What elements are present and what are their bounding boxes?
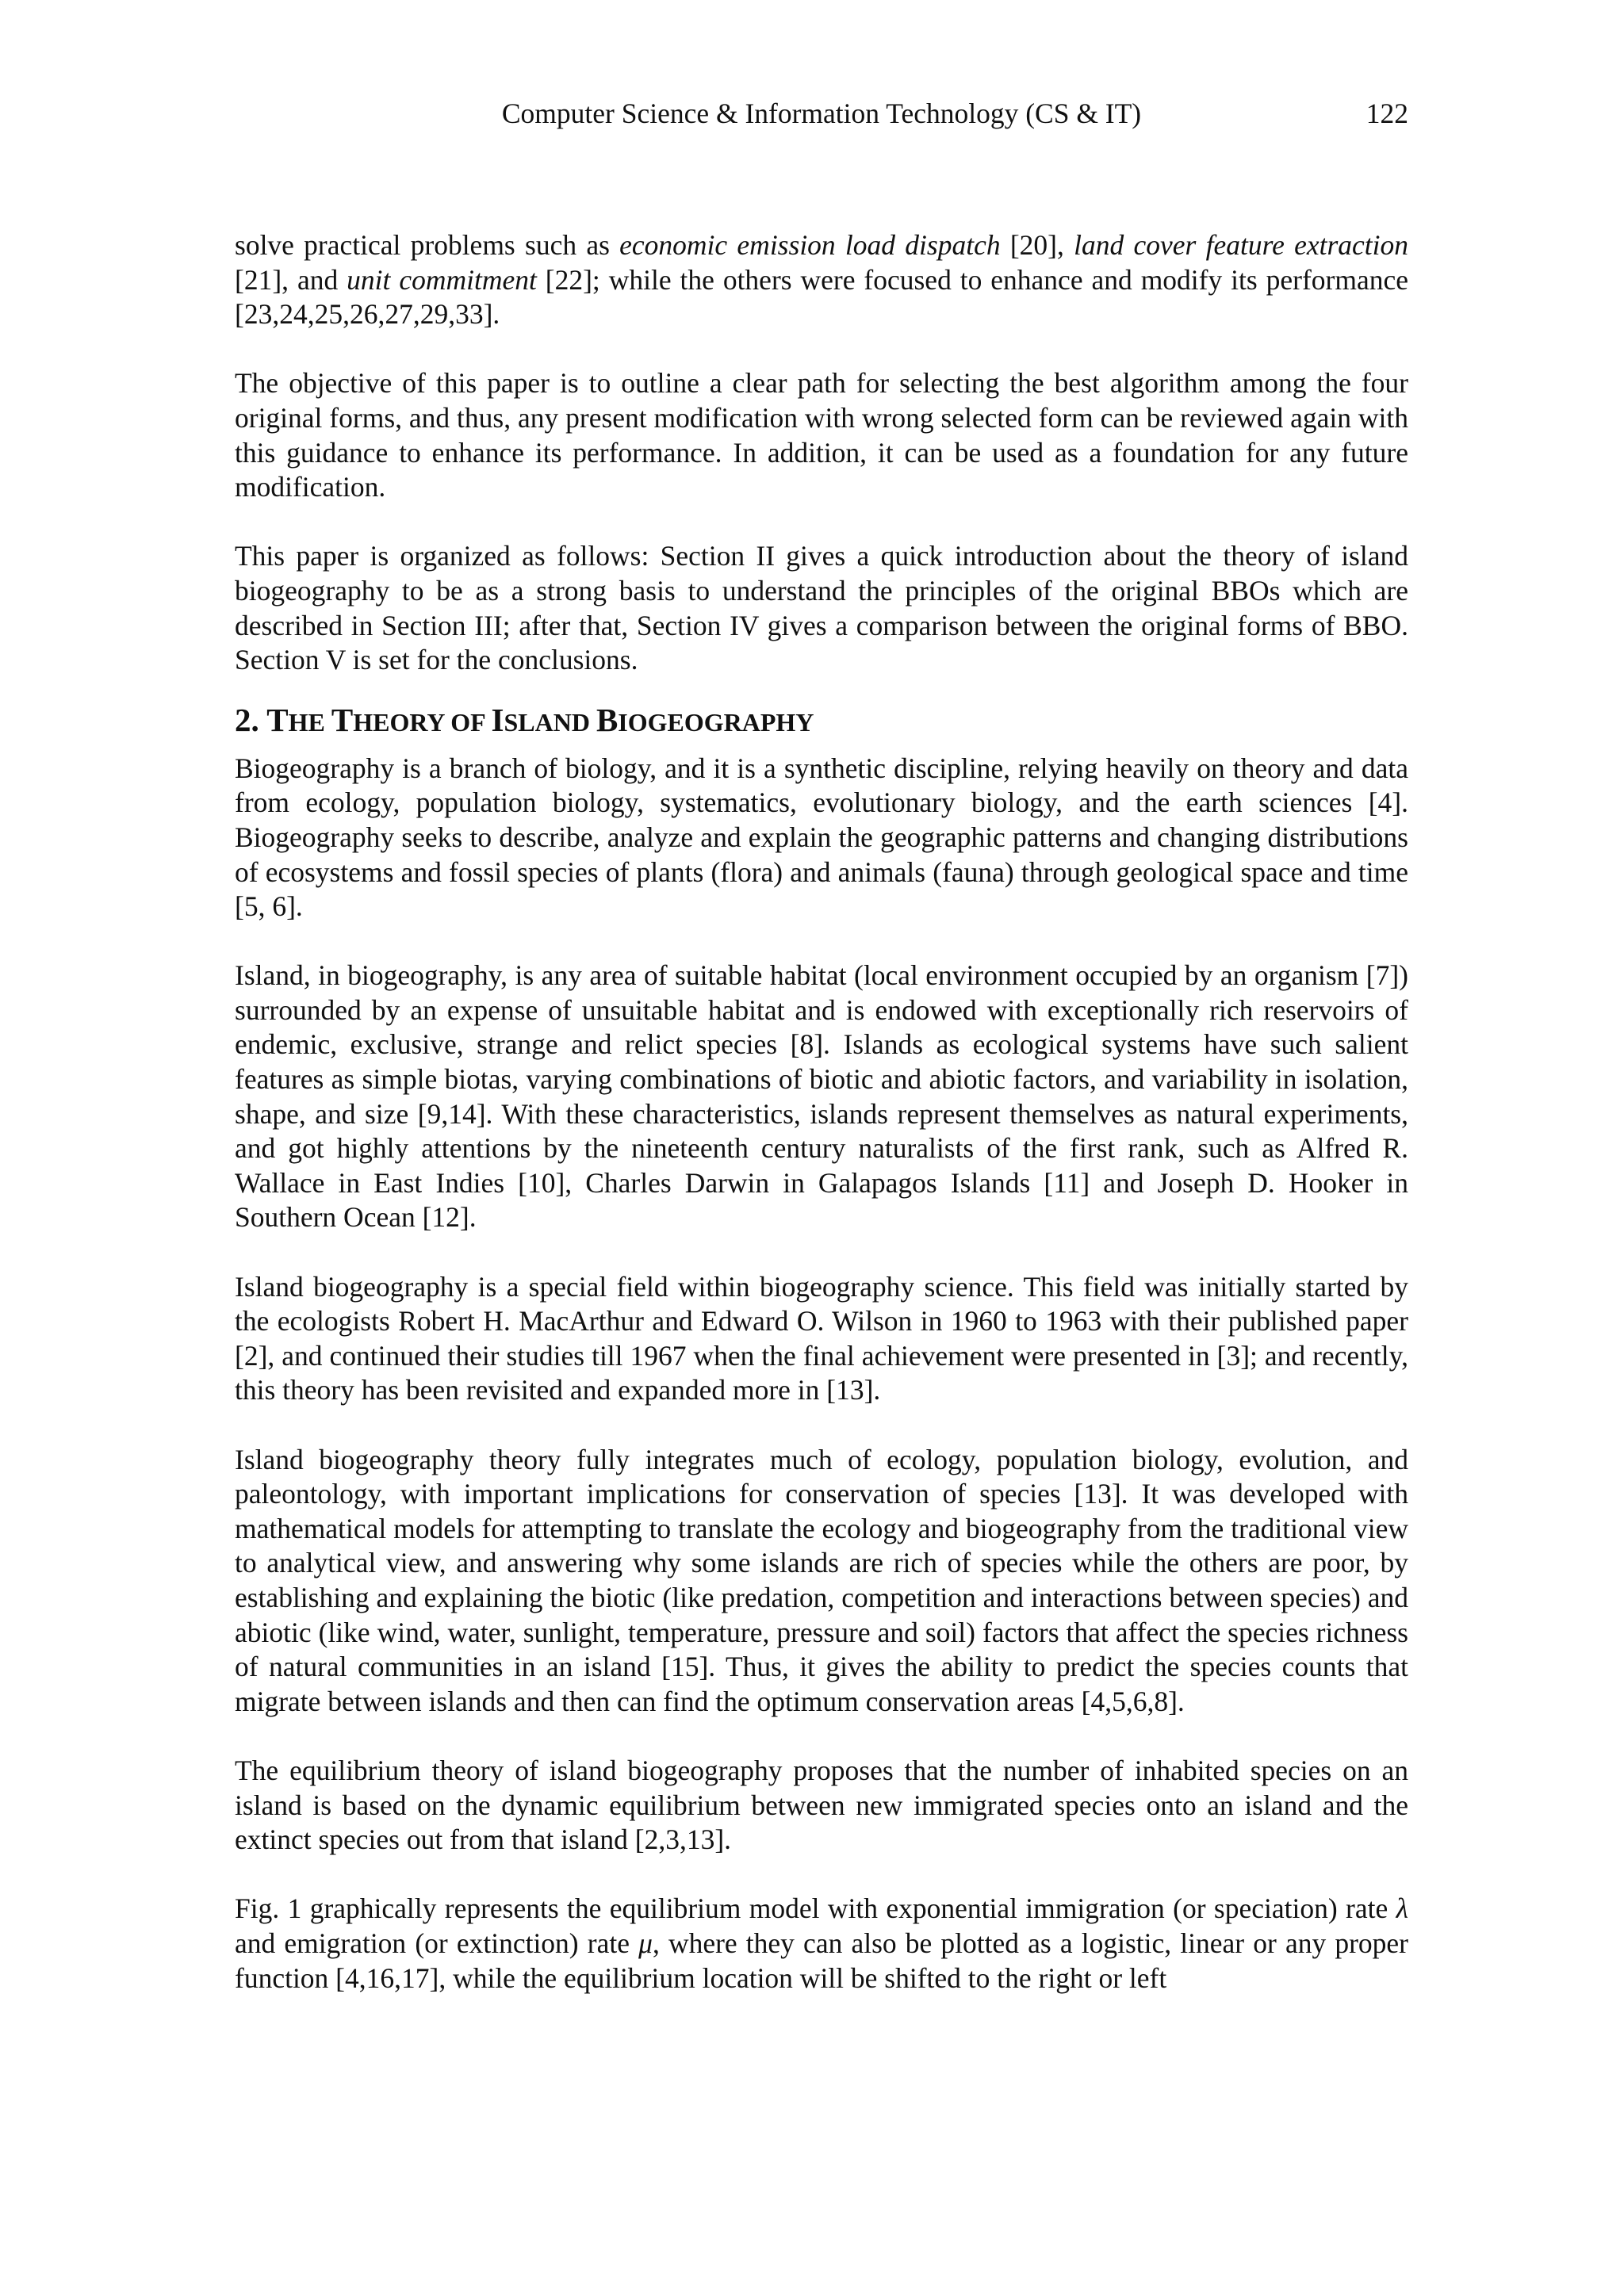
italic-term: unit commitment: [347, 263, 537, 296]
text-run: , where they can also be plotted as a logistic, linear or any proper function [4,16,17], while the equilibrium location will be shifted to the right or left: [235, 1927, 1408, 1994]
paragraph-6: Island biogeography is a special field within biogeography science. This field was initially started by the ecologists Robert H. MacArthur and Edward O. Wilson in 1960 to 1963 with their published paper [2], and continued their studies till 1967 when the final achievement were presented in [3]; and recently, this theory has been revisited and expanded more in [13].: [235, 1270, 1408, 1406]
italic-term: economic emission load dispatch: [619, 229, 1001, 261]
paragraph-9: [235, 1892, 1408, 1996]
paragraph-2: The objective of this paper is to outline a clear path for selecting the best algorithm among the four original forms, and thus, any present modification with wrong selected form can be reviewed again with this guidance to enhance its performance. In addition, it can be used as a foundation for any future modification.: [235, 367, 1408, 503]
heading-smallcaps: SLAND: [504, 707, 596, 737]
paragraph-4: Biogeography is a branch of biology, and it is a synthetic discipline, relying heavily on theory and data from ecology, population biology, systematics, evolutionary biology, and the earth sciences [4]. Biogeography seeks to describe, analyze and explain the geographic patterns and changing distributions of ecosystems and fossil species of plants (flora) and animals (fauna) through geological space and time [5, 6].: [235, 752, 1408, 923]
text-run: and emigration (or extinction) rate: [235, 1927, 639, 1959]
body-text: [235, 228, 1408, 2030]
text-run: Fig. 1 graphically represents the equilibrium model with exponential immigration (or speciation) rate: [235, 1892, 1396, 1925]
heading-cap: T: [266, 701, 289, 738]
text-run: [21], and: [235, 263, 347, 296]
text-run: [20],: [1000, 229, 1074, 261]
heading-smallcaps: HE: [288, 707, 331, 737]
journal-title: Computer Science & Information Technology (CS & IT): [501, 98, 1142, 129]
section-number: 2.: [235, 701, 267, 738]
italic-term: land cover feature extraction: [1074, 229, 1409, 261]
heading-cap: I: [491, 701, 504, 738]
heading-smallcaps: IOGEOGRAPHY: [618, 707, 814, 737]
heading-cap: T: [331, 701, 354, 738]
heading-smallcaps: HEORY OF: [353, 707, 492, 737]
text-run: [22]; while the others were focused to enhance and modify its performance [23,24,25,26,27,29,33].: [235, 263, 1409, 331]
heading-cap: B: [596, 701, 619, 738]
mu-symbol: μ: [638, 1927, 653, 1959]
lambda-symbol: λ: [1396, 1892, 1408, 1925]
paragraph-1: [235, 228, 1408, 332]
paragraph-8: The equilibrium theory of island biogeography proposes that the number of inhabited species on an island is based on the dynamic equilibrium between new immigrated species onto an island and the extinct species out from that island [2,3,13].: [235, 1754, 1408, 1856]
text-run: solve practical problems such as: [235, 229, 620, 261]
paragraph-3: This paper is organized as follows: Section II gives a quick introduction about the theory of island biogeography to be as a strong basis to understand the principles of the original BBOs which are described in Section III; after that, Section IV gives a comparison between the original forms of BBO. Section V is set for the conclusions.: [235, 540, 1408, 676]
section-heading: [235, 700, 1408, 742]
paragraph-5: Island, in biogeography, is any area of suitable habitat (local environment occupied by an organism [7]) surrounded by an expense of unsuitable habitat and is endowed with exceptionally rich reservoirs of endemic, exclusive, strange and relict species [8]. Islands as ecological systems have such salient features as simple biotas, varying combinations of biotic and abiotic factors, and variability in isolation, shape, and size [9,14]. With these characteristics, islands represent themselves as natural experiments, and got highly attentions by the nineteenth century naturalists of the first rank, such as Alfred R. Wallace in East Indies [10], Charles Darwin in Galapagos Islands [11] and Joseph D. Hooker in Southern Ocean [12].: [235, 959, 1408, 1234]
paragraph-7: Island biogeography theory fully integrates much of ecology, population biology, evolution, and paleontology, with important implications for conservation of species [13]. It was developed with mathematical models for attempting to translate the ecology and biogeography from the traditional view to analytical view, and answering why some islands are rich of species while the others are poor, by establishing and explaining the biotic (like predation, competition and interactions between species) and abiotic (like wind, water, sunlight, temperature, pressure and soil) factors that affect the species richness of natural communities in an island [15]. Thus, it gives the ability to predict the species counts that migrate between islands and then can find the optimum conservation areas [4,5,6,8].: [235, 1443, 1408, 1717]
page-number: 122: [1365, 98, 1408, 129]
running-header: [235, 94, 1408, 133]
